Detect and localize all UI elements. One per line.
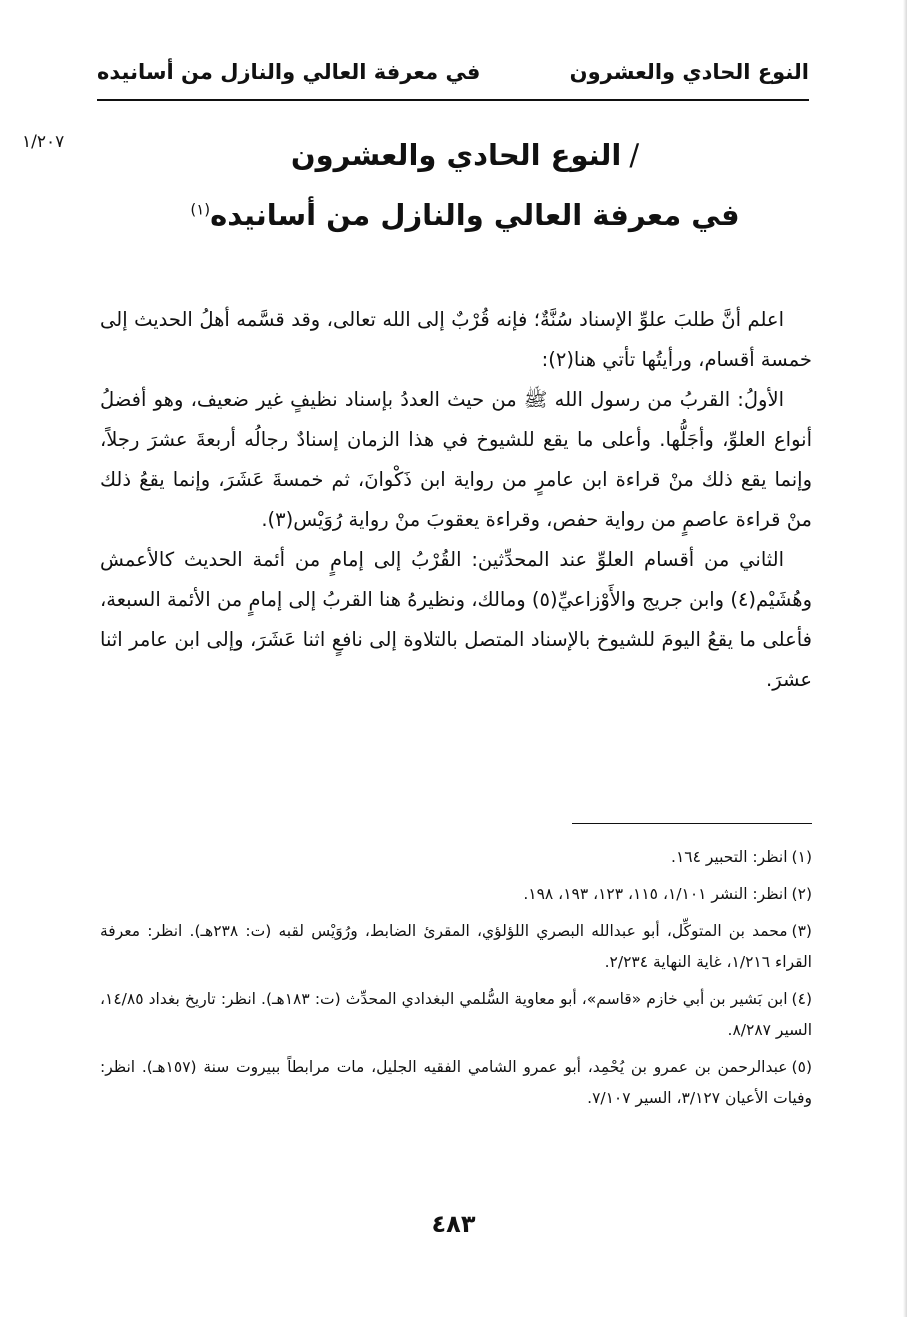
subheading-footnote-ref: (١) [190, 200, 211, 219]
chapter-subheading-text: في معرفة العالي والنازل من أسانيده [210, 198, 740, 232]
footnote-text: انظر: النشر ١/١٠١، ١١٥، ١٢٣، ١٩٣، ١٩٨. [523, 885, 788, 903]
chapter-subheading [120, 198, 810, 232]
paragraph-first-division: الأولُ: القربُ من رسول الله ﷺ من حيث العددُ بإسناد نظيفٍ غير ضعيف، وهو أفضلُ أنواع العلوِّ، وأجَلُّها. وأعلى ما يقع للشيوخ في هذا الزمان إسنادٌ رجالُه أربعةَ عشرَ رجلاً، وإنما يقع ذلك منْ قراءة ابن عامرٍ من رواية ابن ذَكْوانَ، ثم خمسةَ عَشَرَ، وإنما يقعُ ذلك منْ قراءة عاصمٍ من رواية حفص، وقراءة يعقوبَ منْ رواية رُوَيْس(٣). [100, 388, 812, 531]
footnote [100, 984, 812, 1046]
paragraph-intro: اعلم أنَّ طلبَ علوِّ الإسناد سُنَّةٌ؛ فإنه قُرْبٌ إلى الله تعالى، وقد قسَّمه أهلُ الحديث إلى خمسة أقسام، ورأيتُها تأتي هنا(٢): [100, 308, 812, 371]
footnote [100, 842, 812, 873]
page-number: ٤٨٣ [431, 1210, 476, 1238]
page-break-marker: / [629, 138, 640, 172]
footnote-number: (٥) [791, 1058, 812, 1076]
footnote [100, 916, 812, 978]
header-divider [97, 99, 809, 101]
header-chapter-title: النوع الحادي والعشرون [569, 60, 809, 84]
chapter-heading-text: النوع الحادي والعشرون [290, 138, 622, 172]
page-edge-shadow [903, 0, 907, 1317]
footnote-number: (٤) [791, 990, 812, 1008]
footnote-number: (٣) [791, 922, 812, 940]
margin-reference: ١/٢٠٧ [22, 132, 65, 152]
footnote-text: انظر: التحبير ١٦٤. [671, 848, 788, 866]
footnote-text: محمد بن المتوكِّل، أبو عبدالله البصري اللؤلؤي، المقرئ الضابط، ورُوَيْس لقبه (ت: ٢٣٨هـ). انظر: معرفة القراء ١/٢١٦، غاية النهاية ٢/٢٣٤. [100, 922, 812, 971]
running-header [97, 52, 809, 98]
footnote-divider [572, 823, 812, 824]
footnote-number: (١) [791, 848, 812, 866]
chapter-heading [120, 138, 810, 172]
footnote-text: ابن بَشير بن أبي خازم «قاسم»، أبو معاوية السُّلمي البغدادي المحدِّث (ت: ١٨٣هـ). انظر: تاريخ بغداد ١٤/٨٥، السير ٨/٢٨٧. [100, 990, 812, 1039]
paragraph-second-division: الثاني من أقسام العلوِّ عند المحدِّثين: القُرْبُ إلى إمامٍ من أئمة الحديث كالأعمش وهُشَيْم(٤) وابن جريج والأَوْزاعيِّ(٥) ومالك، ونظيرهُ هنا القربُ إلى إمامٍ من الأئمة السبعة، فأعلى ما يقعُ اليومَ للشيوخ بالإسناد المتصل بالتلاوة إلى نافعٍ اثنا عَشَرَ، وإلى ابن عامر اثنا عشرَ. [100, 548, 812, 691]
header-section-title: في معرفة العالي والنازل من أسانيده [97, 60, 481, 84]
footnote-text: عبدالرحمن بن عمرو بن يُحْمِد، أبو عمرو الشامي الفقيه الجليل، مات مرابطاً ببيروت سنة (١٥٧هـ). انظر: وفيات الأعيان ٣/١٢٧، السير ٧/١٠٧. [100, 1058, 812, 1107]
footnote-number: (٢) [791, 885, 812, 903]
footnote [100, 879, 812, 910]
footnote [100, 1052, 812, 1114]
footnotes [100, 842, 812, 1120]
main-text [100, 300, 812, 700]
